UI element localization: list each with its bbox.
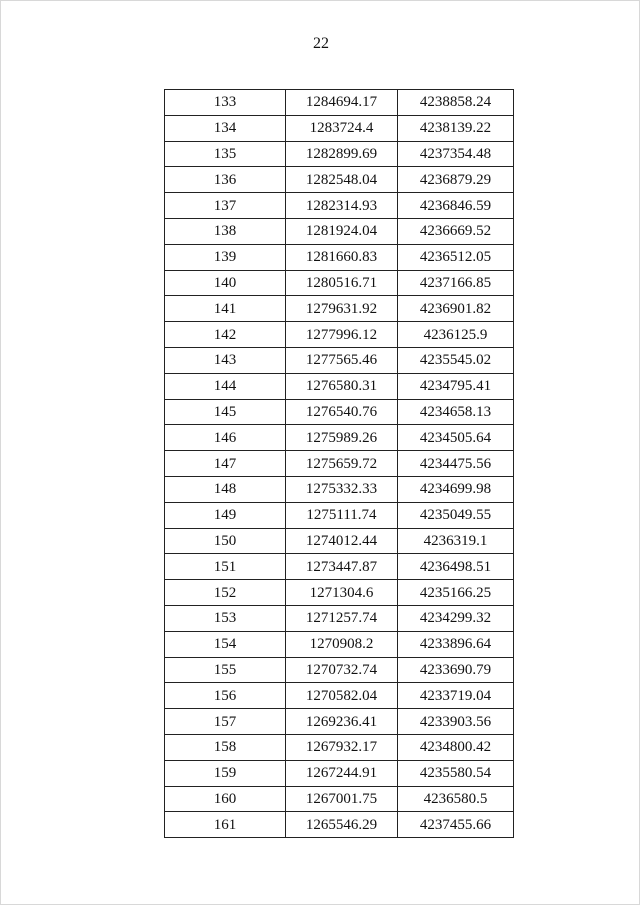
coordinates-table-body [165,90,514,838]
x-coordinate-cell: 1267932.17 [286,734,398,760]
x-coordinate-cell: 1265546.29 [286,812,398,838]
x-coordinate-cell: 1267244.91 [286,760,398,786]
table-row [165,322,514,348]
y-coordinate-cell: 4236901.82 [398,296,514,322]
table-row [165,605,514,631]
y-coordinate-cell: 4234795.41 [398,373,514,399]
point-number-cell: 145 [165,399,286,425]
point-number-cell: 135 [165,141,286,167]
table-row [165,270,514,296]
x-coordinate-cell: 1270582.04 [286,683,398,709]
x-coordinate-cell: 1284694.17 [286,90,398,116]
table-row [165,631,514,657]
x-coordinate-cell: 1282899.69 [286,141,398,167]
point-number-cell: 137 [165,193,286,219]
point-number-cell: 141 [165,296,286,322]
y-coordinate-cell: 4238858.24 [398,90,514,116]
y-coordinate-cell: 4235049.55 [398,502,514,528]
y-coordinate-cell: 4237455.66 [398,812,514,838]
point-number-cell: 160 [165,786,286,812]
table-row [165,760,514,786]
point-number-cell: 140 [165,270,286,296]
x-coordinate-cell: 1282314.93 [286,193,398,219]
x-coordinate-cell: 1271304.6 [286,580,398,606]
table-row [165,657,514,683]
table-row [165,734,514,760]
x-coordinate-cell: 1277996.12 [286,322,398,348]
page-number: 22 [313,35,329,52]
point-number-cell: 136 [165,167,286,193]
y-coordinate-cell: 4234658.13 [398,399,514,425]
y-coordinate-cell: 4234299.32 [398,605,514,631]
x-coordinate-cell: 1277565.46 [286,347,398,373]
table-row [165,167,514,193]
x-coordinate-cell: 1269236.41 [286,709,398,735]
table-row [165,90,514,116]
y-coordinate-cell: 4236580.5 [398,786,514,812]
x-coordinate-cell: 1283724.4 [286,115,398,141]
x-coordinate-cell: 1280516.71 [286,270,398,296]
point-number-cell: 157 [165,709,286,735]
x-coordinate-cell: 1270732.74 [286,657,398,683]
y-coordinate-cell: 4238139.22 [398,115,514,141]
y-coordinate-cell: 4236846.59 [398,193,514,219]
point-number-cell: 161 [165,812,286,838]
point-number-cell: 148 [165,476,286,502]
x-coordinate-cell: 1279631.92 [286,296,398,322]
table-row [165,296,514,322]
y-coordinate-cell: 4234505.64 [398,425,514,451]
x-coordinate-cell: 1281924.04 [286,218,398,244]
point-number-cell: 147 [165,451,286,477]
table-row [165,580,514,606]
y-coordinate-cell: 4237354.48 [398,141,514,167]
table-row [165,218,514,244]
table-row [165,476,514,502]
x-coordinate-cell: 1267001.75 [286,786,398,812]
y-coordinate-cell: 4235580.54 [398,760,514,786]
point-number-cell: 146 [165,425,286,451]
table-row [165,244,514,270]
y-coordinate-cell: 4236498.51 [398,554,514,580]
point-number-cell: 152 [165,580,286,606]
y-coordinate-cell: 4236512.05 [398,244,514,270]
point-number-cell: 139 [165,244,286,270]
y-coordinate-cell: 4234699.98 [398,476,514,502]
point-number-cell: 144 [165,373,286,399]
table-row [165,502,514,528]
y-coordinate-cell: 4237166.85 [398,270,514,296]
point-number-cell: 155 [165,657,286,683]
table-row [165,554,514,580]
table-row [165,709,514,735]
x-coordinate-cell: 1275659.72 [286,451,398,477]
x-coordinate-cell: 1276540.76 [286,399,398,425]
x-coordinate-cell: 1275332.33 [286,476,398,502]
point-number-cell: 138 [165,218,286,244]
coordinates-table [164,89,514,838]
y-coordinate-cell: 4235545.02 [398,347,514,373]
table-row [165,683,514,709]
x-coordinate-cell: 1271257.74 [286,605,398,631]
y-coordinate-cell: 4234800.42 [398,734,514,760]
point-number-cell: 134 [165,115,286,141]
table-row [165,141,514,167]
y-coordinate-cell: 4233690.79 [398,657,514,683]
table-row [165,193,514,219]
point-number-cell: 159 [165,760,286,786]
point-number-cell: 150 [165,528,286,554]
y-coordinate-cell: 4236879.29 [398,167,514,193]
y-coordinate-cell: 4236125.9 [398,322,514,348]
table-row [165,425,514,451]
y-coordinate-cell: 4235166.25 [398,580,514,606]
point-number-cell: 151 [165,554,286,580]
table-row [165,528,514,554]
y-coordinate-cell: 4236319.1 [398,528,514,554]
y-coordinate-cell: 4233719.04 [398,683,514,709]
x-coordinate-cell: 1276580.31 [286,373,398,399]
x-coordinate-cell: 1275989.26 [286,425,398,451]
point-number-cell: 158 [165,734,286,760]
table-row [165,399,514,425]
x-coordinate-cell: 1273447.87 [286,554,398,580]
table-row [165,451,514,477]
x-coordinate-cell: 1270908.2 [286,631,398,657]
x-coordinate-cell: 1281660.83 [286,244,398,270]
point-number-cell: 142 [165,322,286,348]
table-row [165,347,514,373]
y-coordinate-cell: 4236669.52 [398,218,514,244]
point-number-cell: 156 [165,683,286,709]
x-coordinate-cell: 1282548.04 [286,167,398,193]
y-coordinate-cell: 4233896.64 [398,631,514,657]
table-row [165,786,514,812]
point-number-cell: 154 [165,631,286,657]
point-number-cell: 143 [165,347,286,373]
point-number-cell: 133 [165,90,286,116]
y-coordinate-cell: 4234475.56 [398,451,514,477]
table-row [165,812,514,838]
y-coordinate-cell: 4233903.56 [398,709,514,735]
table-row [165,115,514,141]
x-coordinate-cell: 1274012.44 [286,528,398,554]
x-coordinate-cell: 1275111.74 [286,502,398,528]
table-row [165,373,514,399]
point-number-cell: 153 [165,605,286,631]
point-number-cell: 149 [165,502,286,528]
